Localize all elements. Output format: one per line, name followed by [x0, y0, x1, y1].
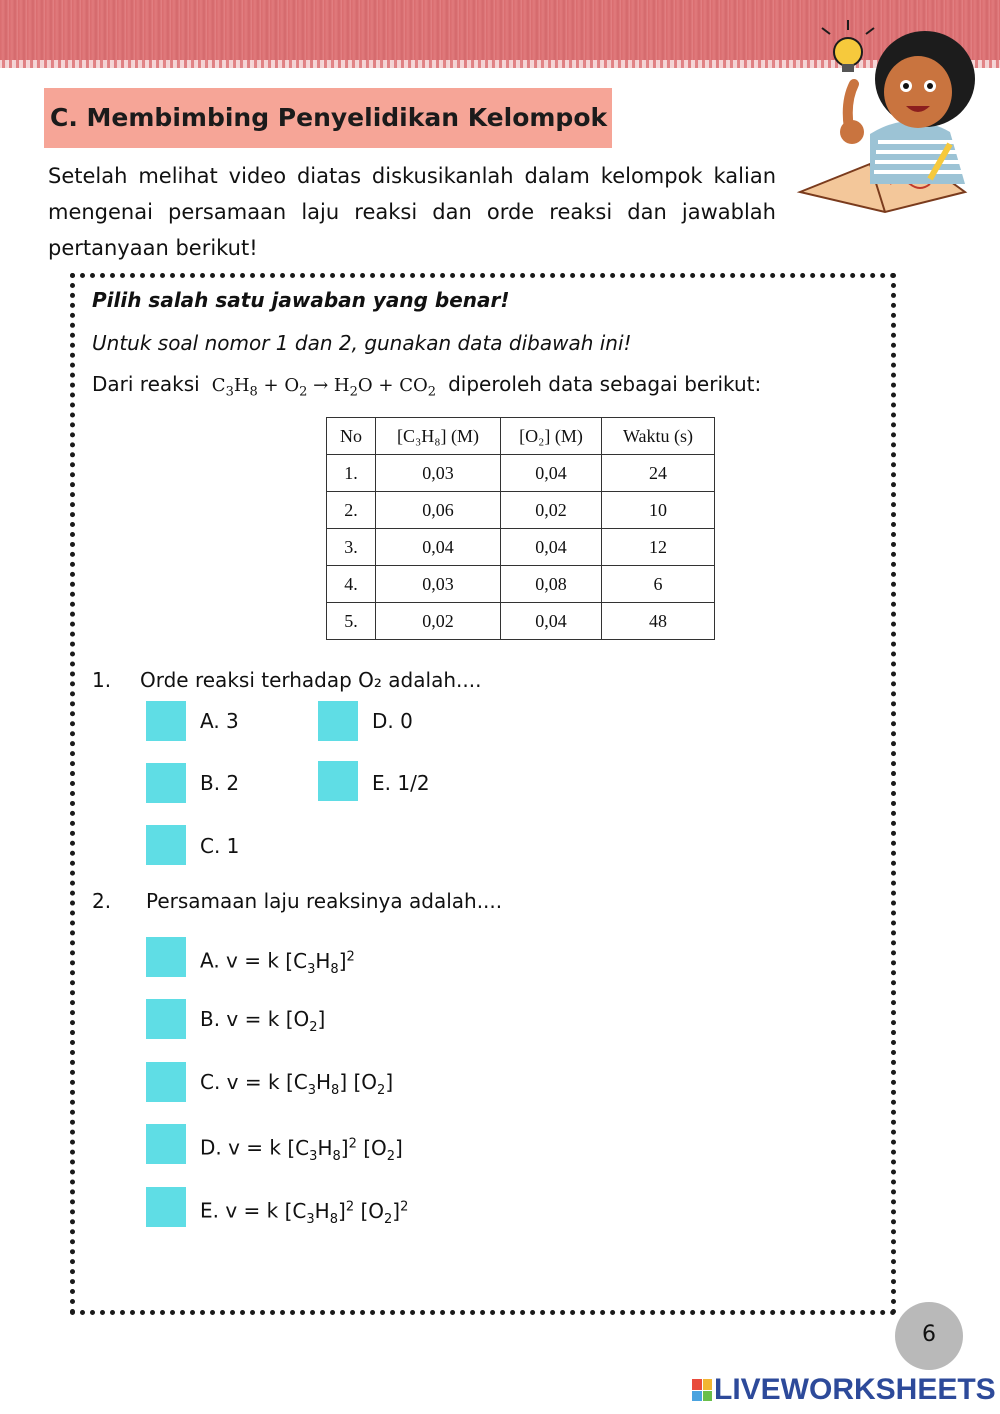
table-cell: 10 [602, 492, 715, 529]
table-cell: 6 [602, 566, 715, 603]
table-cell: 0,02 [376, 603, 501, 640]
brand-text: LIVEWORKSHEETS [714, 1373, 996, 1406]
section-title: C. Membimbing Penyelidikan Kelompok [44, 88, 612, 148]
liveworksheets-logo-icon [692, 1379, 712, 1401]
q2-option-a-label: A. v = k [200, 948, 279, 973]
q1-option-e-label: E. 1/2 [372, 771, 430, 795]
col-header: [C₃H₈] (M) [376, 418, 501, 455]
q2-option-c-formula: $[C_3H_8]$ $[O_2]$ [285, 1070, 394, 1098]
table-row [327, 492, 715, 529]
q1-option-c-checkbox[interactable] [146, 825, 186, 865]
q2-option-e-label: E. v = k [200, 1198, 279, 1223]
col-header: No [327, 418, 376, 455]
table-row [327, 455, 715, 492]
q2-option-c-label: C. v = k [200, 1070, 280, 1094]
table-cell: 0,03 [376, 566, 501, 603]
table-cell: 5. [327, 603, 376, 640]
table-row [327, 566, 715, 603]
q2-text: Persamaan laju reaksinya adalah.... [146, 889, 503, 913]
table-cell: 3. [327, 529, 376, 566]
instruction-use-data: Untuk soal nomor 1 dan 2, gunakan data dibawah ini! [92, 331, 632, 355]
q2-option-c-checkbox[interactable] [146, 1062, 186, 1102]
table-cell: 0,03 [376, 455, 501, 492]
table-cell: 0,06 [376, 492, 501, 529]
table-cell: 12 [602, 529, 715, 566]
table-cell: 4. [327, 566, 376, 603]
page-number: 6 [895, 1302, 963, 1370]
reaction-prefix: Dari reaksi [92, 372, 200, 396]
q2-option-b-checkbox[interactable] [146, 999, 186, 1039]
q2-option-e [200, 1187, 408, 1240]
q1-text: Orde reaksi terhadap O₂ adalah.... [140, 668, 482, 692]
q2-option-d-checkbox[interactable] [146, 1124, 186, 1164]
table-cell: 0,04 [501, 529, 602, 566]
q2-option-b-formula: $[O_2]$ [285, 1007, 326, 1035]
table-row [327, 529, 715, 566]
table-row [327, 603, 715, 640]
table-cell: 24 [602, 455, 715, 492]
table-cell: 1. [327, 455, 376, 492]
q2-option-e-formula: $[C_3H_8]^2$ $[O_2]^2$ [284, 1198, 409, 1227]
col-header: Waktu (s) [602, 418, 715, 455]
q2-option-e-checkbox[interactable] [146, 1187, 186, 1227]
q2-option-b [200, 999, 325, 1048]
q1-option-b-label: B. 2 [200, 771, 240, 795]
table-cell: 0,08 [501, 566, 602, 603]
q1-option-d-label: D. 0 [372, 709, 413, 733]
q1-option-a-label: A. 3 [200, 709, 239, 733]
instruction-choose: Pilih salah satu jawaban yang benar! [92, 288, 510, 312]
q2-option-b-label: B. v = k [200, 1007, 280, 1031]
q2-number: 2. [92, 889, 112, 913]
reaction-line [92, 372, 761, 400]
table-header-row [327, 418, 715, 455]
q1-number: 1. [92, 668, 112, 692]
intro-text: Setelah melihat video diatas diskusikanlah dalam kelompok kalian mengenai persamaan laju reaksi dan orde reaksi dan jawablah pertanyaan berikut! [48, 164, 776, 260]
q2-option-d-label: D. v = k [200, 1135, 282, 1160]
table-cell: 0,04 [501, 455, 602, 492]
q2-option-a-formula: $[C_3H_8]^2$ [285, 948, 355, 977]
reaction-equation: $C_3H_8 + O_2 \to H_2O + CO_2$ [206, 375, 437, 400]
q2-option-c [200, 1062, 393, 1111]
q2-option-d [200, 1124, 403, 1177]
table-cell: 0,04 [501, 603, 602, 640]
q1-option-e-checkbox[interactable] [318, 761, 358, 801]
q2-option-d-formula: $[C_3H_8]^2$ $[O_2]$ [287, 1135, 403, 1164]
q2-option-a-checkbox[interactable] [146, 937, 186, 977]
data-table [326, 417, 715, 640]
col-header: [O₂] (M) [501, 418, 602, 455]
table-cell: 0,04 [376, 529, 501, 566]
table-cell: 48 [602, 603, 715, 640]
liveworksheets-brand [692, 1373, 996, 1407]
q1-option-d-checkbox[interactable] [318, 701, 358, 741]
table-cell: 2. [327, 492, 376, 529]
q1-option-c-label: C. 1 [200, 834, 240, 858]
reaction-suffix: diperoleh data sebagai berikut: [448, 372, 762, 396]
student-lightbulb-illustration [790, 14, 980, 214]
q1-option-b-checkbox[interactable] [146, 763, 186, 803]
table-cell: 0,02 [501, 492, 602, 529]
q2-option-a [200, 937, 355, 990]
q1-option-a-checkbox[interactable] [146, 701, 186, 741]
